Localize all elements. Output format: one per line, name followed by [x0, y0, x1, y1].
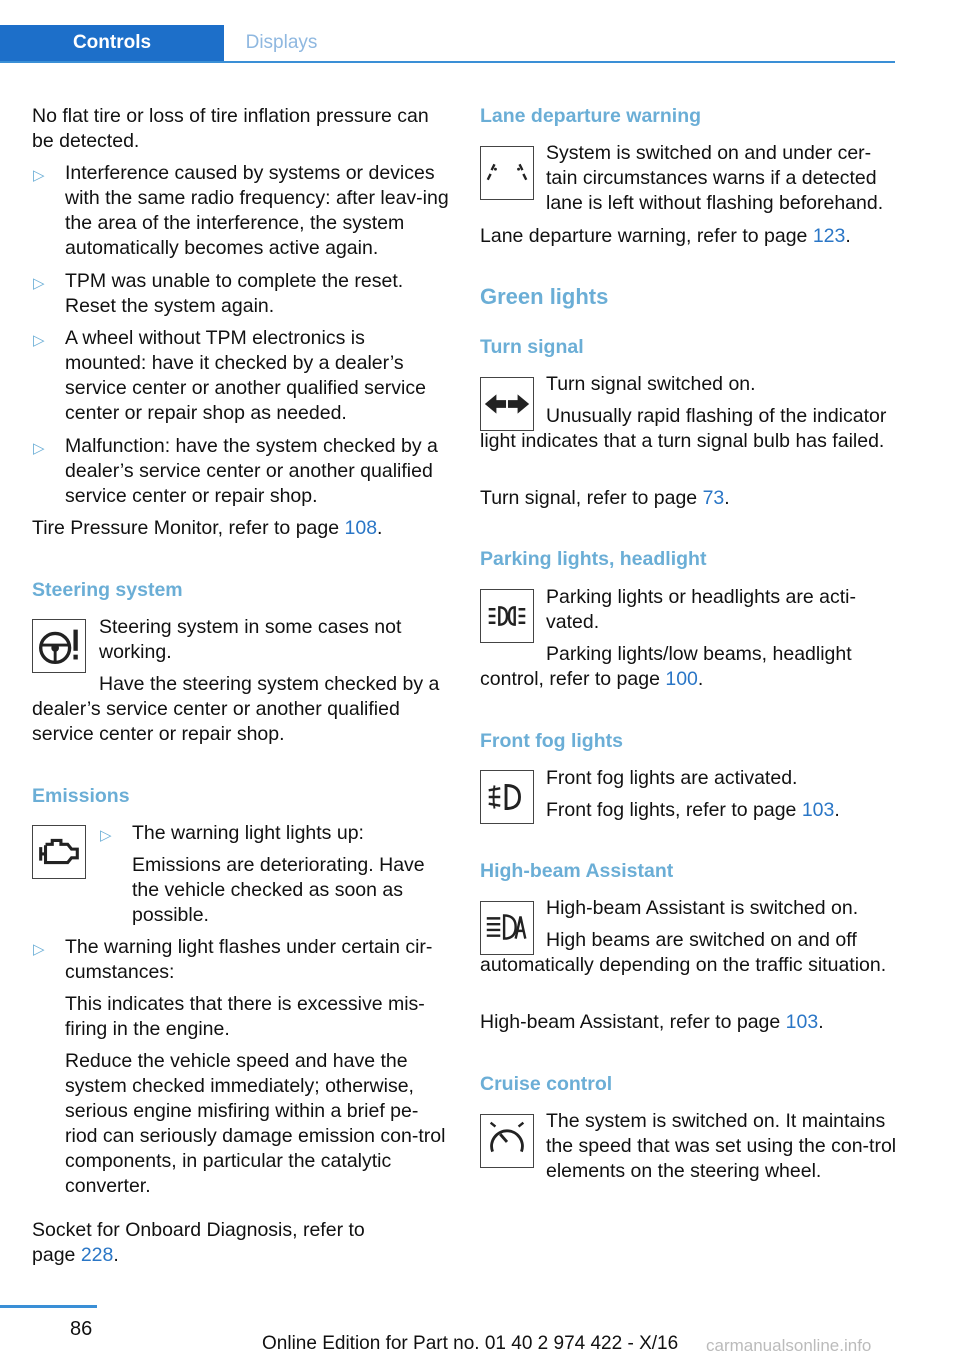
emissions-bullet-1-title: The warning light lights up: — [132, 822, 364, 844]
engine-check-icon — [32, 825, 86, 879]
heading-steering: Steering system — [32, 579, 183, 601]
list-item: TPM was unable to complete the reset. Reset the system again. — [65, 270, 404, 317]
turn-reference — [480, 486, 900, 511]
heading-cruise-control: Cruise control — [480, 1073, 613, 1095]
ref-text: Socket for Onboard Diagnosis, refer to page — [32, 1219, 365, 1266]
intro-text: No flat tire or loss of tire inflation pressure can be detected. — [32, 105, 429, 152]
bullet-icon: ▷ — [33, 332, 45, 349]
hba-reference — [480, 1010, 900, 1035]
heading-turn-signal: Turn signal — [480, 336, 584, 358]
list-item: Malfunction: have the system checked by a dealer’s service center or another qualified service center or repair shop. — [65, 435, 438, 507]
hba-text-1: High-beam Assistant is switched on. — [546, 897, 859, 919]
turn-text-2: Unusually rapid flashing of the indicator light indicates that a turn signal bulb has failed. — [480, 405, 887, 452]
page-link-108[interactable]: 108 — [344, 517, 378, 539]
heading-front-fog: Front fog lights — [480, 730, 623, 752]
footer-rule — [0, 1305, 97, 1308]
emissions-bullet-2-title: The warning light flashes under certain cir-cumstances: — [65, 936, 433, 983]
list-item: Interference caused by systems or devices with the same radio frequency: after leav-ing the area of the interference, the system automatically becomes active again. — [65, 162, 449, 259]
bullet-icon: ▷ — [33, 941, 45, 958]
ref-end: . — [845, 225, 851, 247]
ref-end: . — [724, 487, 730, 509]
ref-end: . — [113, 1244, 119, 1266]
ref-end: . — [818, 1011, 824, 1033]
page-link-123[interactable]: 123 — [812, 225, 846, 247]
steering-text-1: Steering system in some cases not working. — [99, 616, 402, 663]
parking-lights-icon — [480, 589, 534, 643]
steering-warning-icon — [32, 619, 86, 673]
bullet-icon: ▷ — [33, 167, 45, 184]
heading-lane-departure: Lane departure warning — [480, 105, 702, 127]
heading-emissions: Emissions — [32, 785, 130, 807]
ref-text: High-beam Assistant, refer to page — [480, 1011, 786, 1033]
page-link-103[interactable]: 103 — [785, 1011, 819, 1033]
lane-text: System is switched on and under cer-tain circumstances warns if a detected lane is left without flashing beforehand. — [546, 142, 884, 214]
heading-high-beam-assistant: High-beam Assistant — [480, 860, 674, 882]
hba-text-2: High beams are switched on and off automatically depending on the traffic situation. — [480, 929, 887, 976]
ref-text: Tire Pressure Monitor, refer to page — [32, 517, 345, 539]
steering-text-2: Have the steering system checked by a dealer’s service center or another qualified service center or repair shop. — [32, 673, 440, 745]
emissions-bullet-1-text: Emissions are deteriorating. Have the vehicle checked as soon as possible. — [132, 854, 425, 926]
ref-end: . — [834, 799, 840, 821]
list-item: A wheel without TPM electronics is mounted: have it checked by a dealer’s service center or another qualified service center or repair shop as needed. — [65, 327, 426, 424]
tpm-reference — [32, 516, 452, 541]
fog-reference — [546, 798, 896, 823]
tab-displays[interactable]: Displays — [245, 32, 318, 53]
heading-parking-lights: Parking lights, headlight — [480, 548, 707, 570]
parking-text-2 — [480, 642, 900, 692]
fog-text: Front fog lights are activated. — [546, 767, 798, 789]
page-link-100[interactable]: 100 — [665, 668, 698, 690]
ref-end: . — [697, 668, 704, 690]
emissions-bullet-2-p1: This indicates that there is excessive mis-firing in the engine. — [65, 993, 425, 1040]
cruise-control-icon — [480, 1114, 534, 1168]
bullet-icon: ▷ — [33, 440, 45, 457]
lane-reference — [480, 224, 900, 249]
ref-end: . — [377, 517, 383, 539]
turn-text-1: Turn signal switched on. — [546, 373, 756, 395]
cruise-text: The system is switched on. It maintains the speed that was set using the con-trol elements on the steering wheel. — [546, 1110, 897, 1182]
bullet-icon: ▷ — [100, 827, 112, 844]
page-link-103[interactable]: 103 — [801, 799, 835, 821]
page-number: 86 — [70, 1318, 93, 1340]
parking-text-1: Parking lights or headlights are acti-vated. — [546, 586, 856, 633]
obd-reference — [32, 1218, 392, 1268]
ref-text: Turn signal, refer to page — [480, 487, 703, 509]
tab-controls[interactable]: Controls — [0, 25, 224, 61]
ref-text: Parking lights/low beams, headlight control, refer to page — [480, 643, 852, 690]
heading-green-lights: Green lights — [480, 284, 609, 309]
emissions-bullet-2-p2: Reduce the vehicle speed and have the system checked immediately; otherwise, serious engine misfiring within a brief pe-riod can seriously damage emission con-trol components, in particular the catalytic converter. — [65, 1050, 446, 1197]
edition-text: Online Edition for Part no. 01 40 2 974 422 - X/16 — [262, 1333, 679, 1354]
lane-departure-icon — [480, 146, 534, 200]
bullet-icon: ▷ — [33, 275, 45, 292]
ref-text: Front fog lights, refer to page — [546, 799, 802, 821]
ref-text: Lane departure warning, refer to page — [480, 225, 813, 247]
header-tabs — [0, 25, 895, 63]
front-fog-icon — [480, 770, 534, 824]
page-link-228[interactable]: 228 — [80, 1244, 114, 1266]
page-link-73[interactable]: 73 — [702, 487, 725, 509]
watermark: carmanualsonline.info — [706, 1336, 872, 1355]
